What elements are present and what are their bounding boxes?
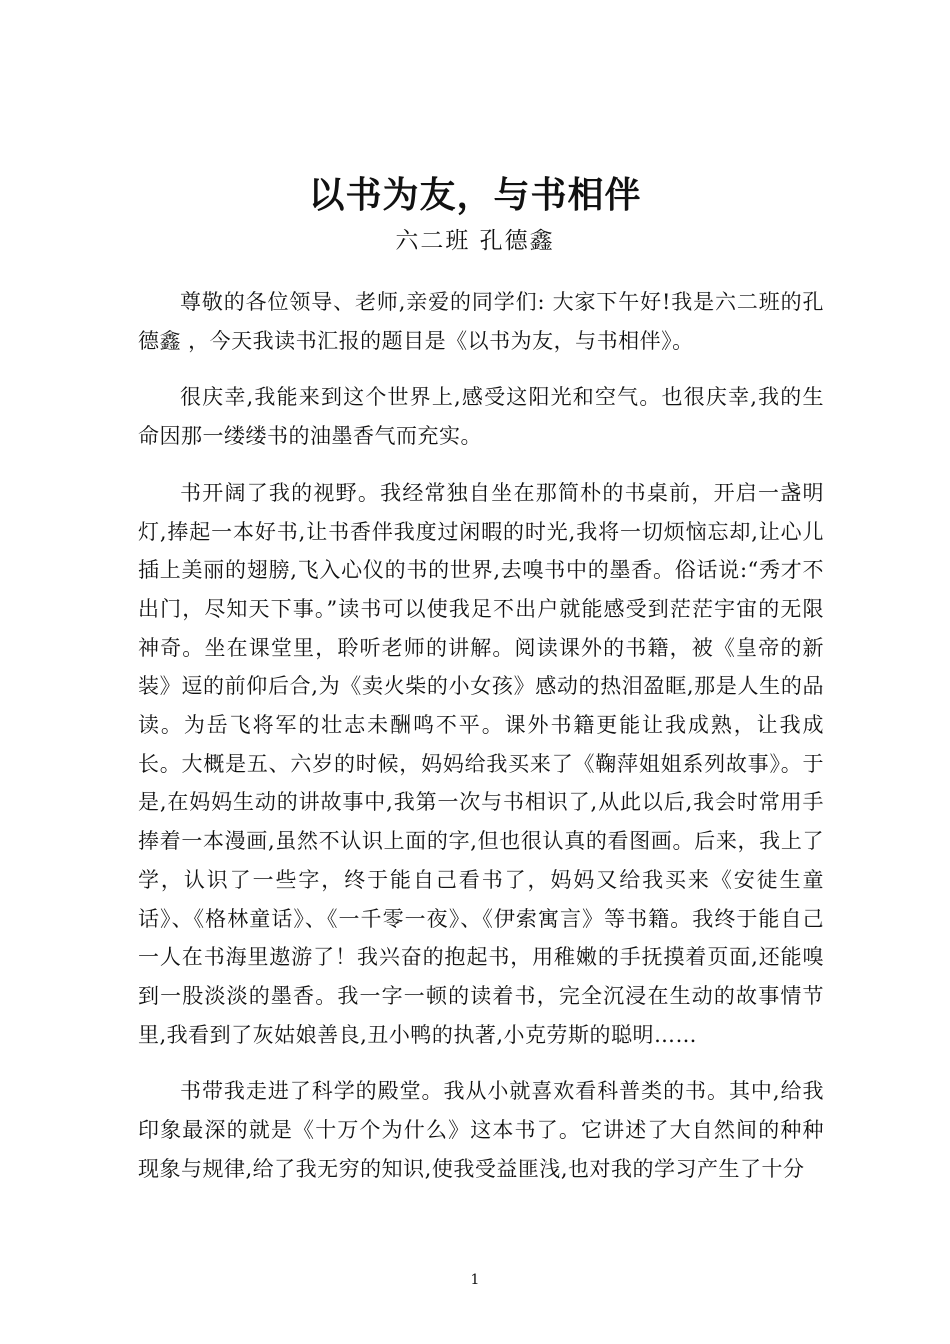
author-line: 六二班 孔德鑫	[395, 228, 555, 254]
paragraph-fortunate: 很庆幸,我能来到这个世界上,感受这阳光和空气。也很庆幸,我的生命因那一缕缕书的油墨香气而充实。	[138, 385, 824, 449]
paragraph-science: 书带我走进了科学的殿堂。我从小就喜欢看科普类的书。其中,给我印象最深的就是《十万个为什么》这本书了。它讲述了大自然间的种种现象与规律,给了我无穷的知识,使我受益匪浅,也对我的学习产生了十分	[138, 1079, 824, 1181]
paragraph-greeting: 尊敬的各位领导、老师,亲爱的同学们: 大家下午好!我是六二班的孔德鑫 ，今天我读书汇报的题目是《以书为友，与书相伴》。	[138, 290, 824, 353]
document-title: 以书为友，与书相伴	[308, 174, 642, 216]
paragraph-horizons: 书开阔了我的视野。我经常独自坐在那简朴的书桌前，开启一盏明灯,捧起一本好书,让书香伴我度过闲暇的时光,我将一切烦恼忘却,让心儿插上美丽的翅膀,飞入心仪的书的世界,去嗅书中的墨香。俗话说:“秀才不出门，尽知天下事。”读书可以使我足不出户就能感受到茫茫宇宙的无限神奇。坐在课堂里，聆听老师的讲解。阅读课外的书籍，被《皇帝的新装》逗的前仰后合,为《卖火柴的小女孩》感动的热泪盈眶,那是人生的品读。为岳飞将军的壮志未酬鸣不平。课外书籍更能让我成熟，让我成长。大概是五、六岁的时候，妈妈给我买来了《鞠萍姐姐系列故事》。于是,在妈妈生动的讲故事中,我第一次与书相识了,从此以后,我会时常用手捧着一本漫画,虽然不认识上面的字,但也很认真的看图画。后来，我上了学，认识了一些字，终于能自己看书了，妈妈又给我买来《安徒生童话》、《格林童话》、《一千零一夜》、《伊索寓言》等书籍。我终于能自己一人在书海里遨游了！我兴奋的抱起书，用稚嫩的手抚摸着页面,还能嗅到一股淡淡的墨香。我一字一顿的读着书，完全沉浸在生动的故事情节里,我看到了灰姑娘善良,丑小鸭的执著,小克劳斯的聪明……	[138, 480, 824, 1047]
document-body	[138, 283, 824, 1206]
page-number: 1	[470, 1272, 480, 1288]
